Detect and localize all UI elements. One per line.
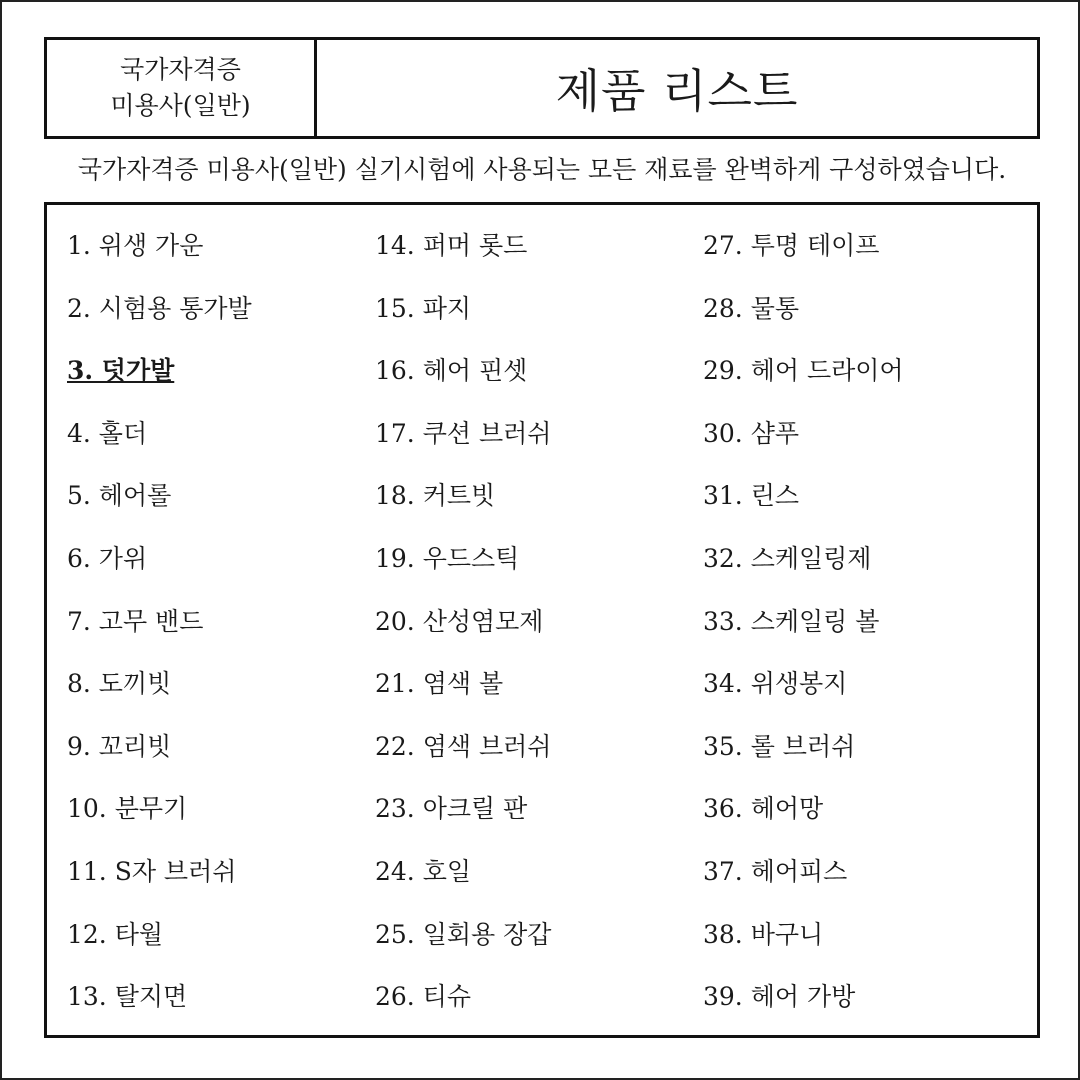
list-item: 31. 린스 <box>703 481 800 511</box>
header-table <box>44 37 1040 139</box>
list-item: 33. 스케일링 볼 <box>703 606 880 636</box>
list-item: 15. 파지 <box>375 293 472 323</box>
list-item: 10. 분무기 <box>67 794 188 824</box>
list-item: 2. 시험용 통가발 <box>67 293 252 323</box>
list-item: 25. 일회용 장갑 <box>375 919 552 949</box>
list-item: 9. 꼬리빗 <box>67 731 172 761</box>
list-item: 34. 위생봉지 <box>703 669 848 699</box>
list-item: 22. 염색 브러쉬 <box>375 731 552 761</box>
certification-label <box>47 40 317 136</box>
intro-text: 국가자격증 미용사(일반) 실기시험에 사용되는 모든 재료를 완벽하게 구성하였습니다. <box>77 155 1007 184</box>
list-item: 36. 헤어망 <box>703 794 824 824</box>
list-item: 19. 우드스틱 <box>375 543 520 573</box>
list-item: 27. 투명 테이프 <box>703 231 880 260</box>
list-item: 6. 가위 <box>67 543 148 573</box>
list-item: 16. 헤어 핀셋 <box>375 356 528 386</box>
list-item: 35. 롤 브러쉬 <box>703 731 856 761</box>
list-item: 24. 호일 <box>375 856 472 886</box>
list-item: 5. 헤어롤 <box>67 481 172 511</box>
list-item: 29. 헤어 드라이어 <box>703 356 904 386</box>
product-column-3 <box>703 223 904 1037</box>
list-item: 8. 도끼빗 <box>67 669 172 699</box>
page-title: 제품 리스트 <box>555 64 799 118</box>
certification-line-2: 미용사(일반) <box>110 91 251 120</box>
list-item: 39. 헤어 가방 <box>703 982 856 1012</box>
list-item: 30. 샴푸 <box>703 418 800 448</box>
list-item: 28. 물통 <box>703 293 800 323</box>
list-item: 38. 바구니 <box>703 919 824 949</box>
certification-line-1: 국가자격증 <box>120 55 241 84</box>
product-column-1 <box>67 223 252 1037</box>
list-item: 26. 티슈 <box>375 982 472 1012</box>
list-item: 23. 아크릴 판 <box>375 794 528 824</box>
list-item-highlighted: 3. 덧가발 <box>67 356 175 386</box>
list-item: 1. 위생 가운 <box>67 231 204 260</box>
list-item: 12. 타월 <box>67 919 164 949</box>
list-item: 17. 쿠션 브러쉬 <box>375 418 552 448</box>
list-item: 4. 홀더 <box>67 418 148 448</box>
list-item: 7. 고무 밴드 <box>67 606 204 636</box>
product-list <box>44 202 1040 1038</box>
list-item: 37. 헤어피스 <box>703 856 848 886</box>
list-item: 13. 탈지면 <box>67 982 188 1012</box>
list-item: 32. 스케일링제 <box>703 543 872 573</box>
list-item: 14. 퍼머 롯드 <box>375 231 528 260</box>
product-column-2 <box>375 223 551 1037</box>
list-item: 20. 산성염모제 <box>375 606 544 636</box>
list-item: 11. S자 브러쉬 <box>67 856 237 886</box>
list-item: 21. 염색 볼 <box>375 669 504 699</box>
list-item: 18. 커트빗 <box>375 481 496 511</box>
